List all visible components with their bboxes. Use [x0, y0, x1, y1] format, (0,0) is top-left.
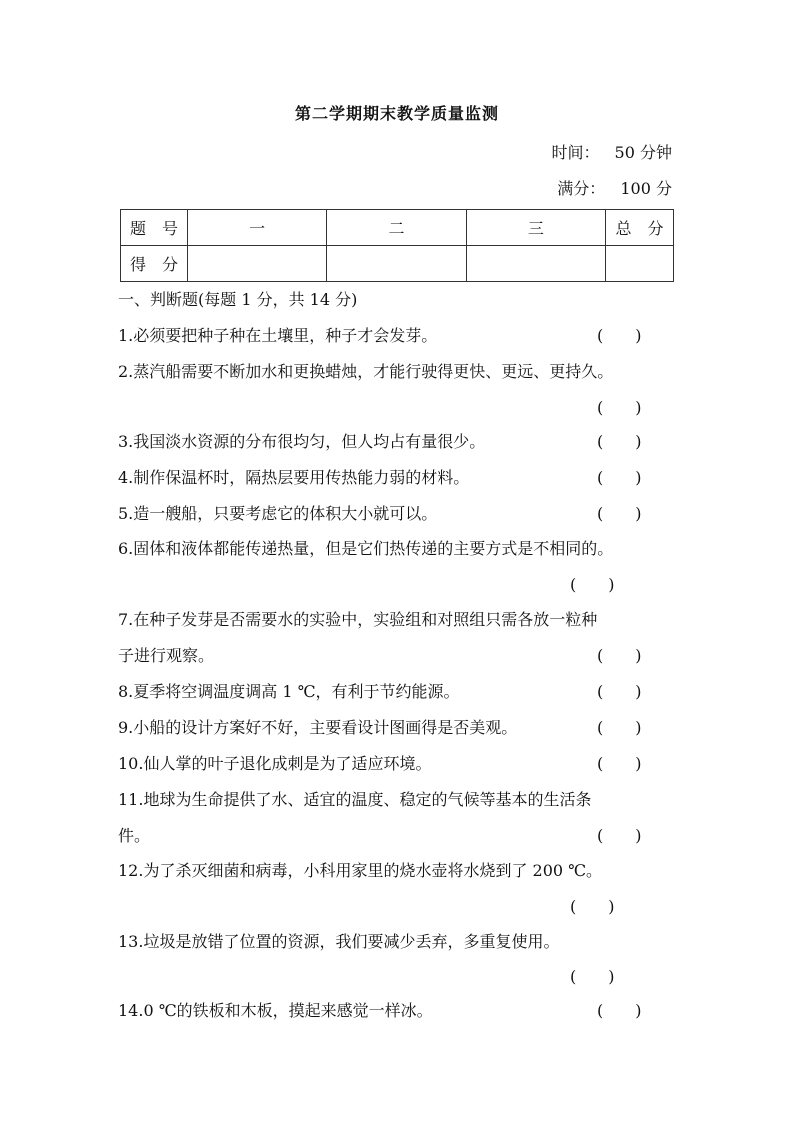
question-4: 4.制作保温杯时，隔热层要用传热能力弱的材料。	[118, 468, 470, 487]
answer-paren-10[interactable]: ( )	[597, 754, 642, 773]
answer-paren-3[interactable]: ( )	[597, 432, 642, 451]
question-11-continued: 件。	[118, 826, 151, 845]
question-2: 2.蒸汽船需要不断加水和更换蜡烛，才能行驶得更快、更远、更持久。	[118, 362, 614, 381]
score-cell-2[interactable]	[327, 246, 466, 282]
section-heading: 一、判断题(每题 1 分，共 14 分)	[118, 290, 358, 309]
question-8: 8.夏季将空调温度调高 1 ℃，有利于节约能源。	[118, 682, 460, 701]
answer-paren-5[interactable]: ( )	[597, 504, 642, 523]
answer-paren-11[interactable]: ( )	[597, 826, 642, 845]
header-total: 总 分	[606, 210, 674, 246]
header-section-1: 一	[188, 210, 327, 246]
score-cell-total[interactable]	[606, 246, 674, 282]
question-9: 9.小船的设计方案好不好，主要看设计图画得是否美观。	[118, 718, 518, 737]
question-6: 6.固体和液体都能传递热量，但是它们热传递的主要方式是不相同的。	[118, 539, 614, 558]
header-section-3: 三	[466, 210, 605, 246]
full-score-label: 满分：	[557, 179, 606, 198]
score-cell-1[interactable]	[188, 246, 327, 282]
answer-paren-7[interactable]: ( )	[597, 646, 642, 665]
question-7-continued: 子进行观察。	[118, 646, 215, 665]
question-14: 14.0 ℃的铁板和木板，摸起来感觉一样冰。	[118, 1001, 433, 1020]
question-7: 7.在种子发芽是否需要水的实验中，实验组和对照组只需各放一粒种	[118, 610, 598, 629]
answer-paren-13[interactable]: ( )	[570, 967, 615, 986]
question-10: 10.仙人掌的叶子退化成刺是为了适应环境。	[118, 754, 432, 773]
score-cell-3[interactable]	[466, 246, 605, 282]
question-11: 11.地球为生命提供了水、适宜的温度、稳定的气候等基本的生活条	[118, 790, 592, 809]
exam-time	[551, 140, 672, 163]
header-number-cell: 题 号	[121, 210, 188, 246]
question-3: 3.我国淡水资源的分布很均匀，但人均占有量很少。	[118, 432, 486, 451]
answer-paren-1[interactable]: ( )	[597, 326, 642, 345]
answer-paren-8[interactable]: ( )	[597, 682, 642, 701]
score-table-score-row	[121, 246, 674, 282]
header-section-2: 二	[327, 210, 466, 246]
exam-full-score	[557, 176, 672, 199]
score-table-header-row	[121, 210, 674, 246]
answer-paren-6[interactable]: ( )	[570, 575, 615, 594]
answer-paren-2[interactable]: ( )	[597, 398, 642, 417]
answer-paren-12[interactable]: ( )	[570, 897, 615, 916]
score-table	[120, 209, 674, 282]
time-value: 50 分钟	[614, 143, 672, 162]
answer-paren-4[interactable]: ( )	[597, 468, 642, 487]
question-5: 5.造一艘船，只要考虑它的体积大小就可以。	[118, 504, 438, 523]
question-13: 13.垃圾是放错了位置的资源，我们要减少丢弃，多重复使用。	[118, 932, 560, 951]
full-score-value: 100 分	[620, 179, 672, 198]
question-1: 1.必须要把种子种在土壤里，种子才会发芽。	[118, 326, 438, 345]
score-row-label: 得 分	[121, 246, 188, 282]
answer-paren-14[interactable]: ( )	[597, 1001, 642, 1020]
question-12: 12.为了杀灭细菌和病毒，小科用家里的烧水壶将水烧到了 200 ℃。	[118, 861, 603, 880]
exam-title: 第二学期期末教学质量监测	[294, 104, 499, 123]
answer-paren-9[interactable]: ( )	[597, 718, 642, 737]
time-label: 时间：	[551, 143, 600, 162]
